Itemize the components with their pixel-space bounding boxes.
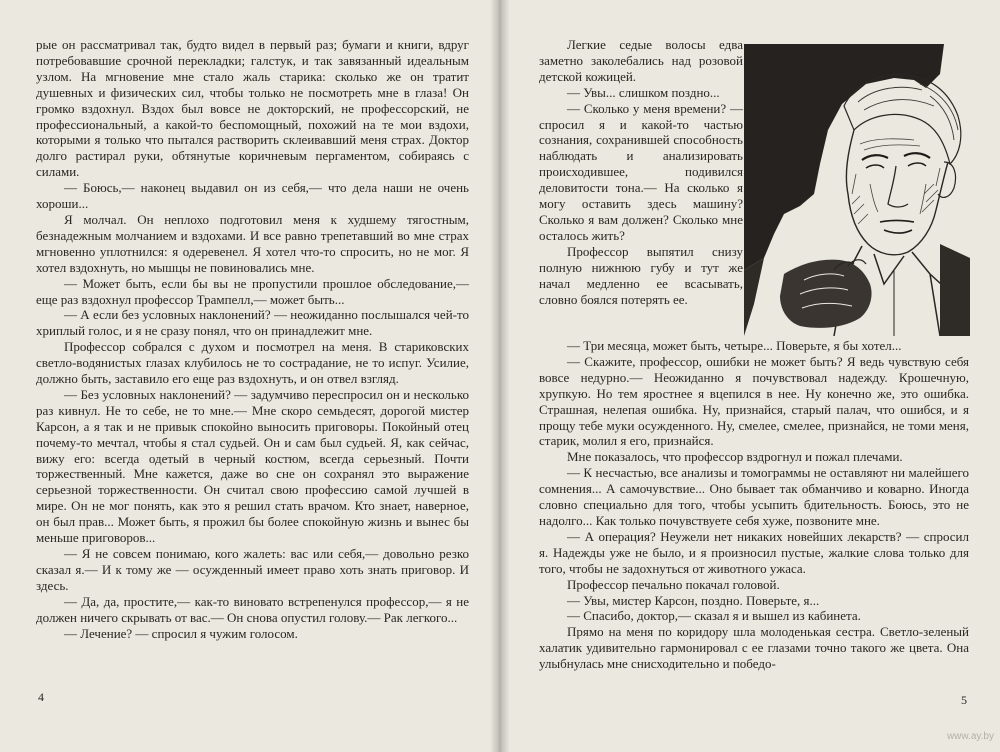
right-page-text-full-width	[539, 338, 969, 672]
paragraph: — Спасибо, доктор,— сказал я и вышел из кабинета.	[567, 608, 861, 624]
paragraph: — К несчастью, все анализы и томограммы не оставляют ни малейшего сомнения... А самочувствие... Оно бывает так обманчиво и коварно. Иногда словно специально для того, чтобы усыпить бдительность. Боюсь, это не надолго... Как только почувствуете себя хуже, позвоните мне.	[539, 465, 969, 528]
right-page	[502, 0, 1000, 752]
paragraph: — А если без условных наклонений? — неожиданно послышался чей-то хриплый голос, и я не сразу понял, что он принадлежит мне.	[36, 307, 469, 339]
paragraph: — Три месяца, может быть, четыре... Поверьте, я бы хотел...	[567, 338, 902, 353]
book-gutter	[490, 0, 510, 752]
paragraph: — Без условных наклонений? — задумчиво переспросил он и несколько раз кивнул. Не то себе, не то мне.— Мне скоро семьдесят, дорогой мистер Карсон, а я так и не привык спокойно выносить приговоры. Покойный отец почему-то мечтал, чтобы я стал судьей. Он и сам был судьей. Я, как сейчас, вижу его: всегда одетый в черный костюм, всегда серьезный. Почти торжественный. Мне кажется, даже во сне он сохранял это выражение серьезной торжественности. Он считал свою профессию самой лучшей в мире. Он не мог понять, как это я решил стать врачом. Кто знает, наверное, он был прав... Может быть, я прожил бы более спокойную жизнь и вынес бы меньше приговоров...	[36, 386, 469, 546]
paragraph: — Лечение? — спросил я чужим голосом.	[64, 625, 298, 641]
paragraph: Легкие седые волосы едва заметно заколебались над розовой детской кожицей.	[539, 37, 743, 84]
paragraph: Профессор собрался с духом и посмотрел на меня. В стариковских светло-водянистых глазах клубилось не то сострадание, не то испуг. Усилие, должно быть, заставило его еще раз вздохнуть, и он отвел взгляд.	[36, 339, 469, 387]
paragraph: — Я не совсем понимаю, кого жалеть: вас или себя,— довольно резко сказал я.— И к тому же — осужденный имеет право хоть знать приговор. И здесь.	[36, 546, 469, 593]
old-professor-sketch-icon	[744, 44, 970, 336]
paragraph: Профессор печально покачал головой.	[567, 576, 780, 592]
paragraph: — Сколько у меня времени? — спросил я и какой-то частью сознания, сохранившей способность наблюдать и анализировать происходившее, подивился деловитости тона.— На сколько я могу оставить здесь машину? Сколько я вам должен? Сколько мне осталось жить?	[539, 100, 743, 243]
paragraph: Профессор выпятил снизу полную нижнюю губу и тут же начал медленно ее всасывать, словно боялся потерять ее.	[539, 243, 743, 307]
right-page-text-beside-illustration	[539, 37, 743, 307]
paragraph: — Может быть, если бы вы не пропустили прошлое обследование,— еще раз вздохнул профессор Трампелл,— может быть...	[36, 275, 469, 307]
paragraph: Я молчал. Он неплохо подготовил меня к худшему тягостным, безнадежным молчанием и вздохами. И все равно трепетавший во мне страх мгновенно уплотнился: я одеревенел. Я хотел что-то спросить, но не мог. Я хотел вздохнуть, но мышцы не повиновались мне.	[36, 211, 469, 275]
paragraph: — Да, да, простите,— как-то виновато встрепенулся профессор,— я не должен ничего скрывать от вас.— Он снова опустил голову.— Рак легкого...	[36, 593, 469, 625]
paragraph: Мне показалось, что профессор вздрогнул и пожал плечами.	[567, 449, 903, 465]
left-page	[0, 0, 498, 752]
paragraph: — Боюсь,— наконец выдавил он из себя,— что дела наши не очень хороши...	[36, 180, 469, 212]
left-page-number: 4	[38, 690, 44, 704]
right-page-number: 5	[961, 693, 967, 707]
paragraph: Прямо на меня по коридору шла молоденькая сестра. Светло-зеленый халатик удивительно гармонировал с ее глазами точно такого же цвета. Она улыбнулась мне снисходительно и победо-	[539, 624, 969, 672]
watermark: www.ay.by	[946, 731, 994, 742]
paragraph: рые он рассматривал так, будто видел в первый раз; бумаги и книги, вдруг потребовавшие срочной перекладки; галстук, и так завязанный идеальным узлом. На мгновение мне стало жаль старика: сколько же он тратит душевных и физических сил, чтобы только не посмотреть мне в глаза! Он громко вздохнул. Вздох был вовсе не докторский, не профессорский, не профессиональный, а какой-то беспомощный, похожий на те мои вздохи, которыми я только что пытался растворить склеивавший меня страх. Доктор долго растирал руки, обтянутые коричневым пергаментом, собираясь с силами.	[36, 37, 469, 180]
paragraph: — Скажите, профессор, ошибки не может быть? Я ведь чувствую себя вовсе недурно.— Неожиданно я почувствовал надежду. Крошечную, хрупкую. Но тем яростнее я вцепился в нее. Ну конечно же, это ошибка. Страшная, нелепая ошибка. Ну, признайся, старый палач, что ошибся, и я прощу тебе муки осужденного. Ну, смелее, смелее, признайся, не томи меня, старик, молил я его, признайся.	[539, 353, 969, 449]
paragraph: — А операция? Неужели нет никаких новейших лекарств? — спросил я. Надежды уже не было, и я произносил пустые, жалкие слова только для того, чтобы не задохнуться от животного ужаса.	[539, 528, 969, 576]
left-page-text	[36, 37, 469, 641]
paragraph: — Увы, мистер Карсон, поздно. Поверьте, я...	[567, 592, 820, 608]
paragraph: — Увы... слишком поздно...	[567, 84, 720, 100]
